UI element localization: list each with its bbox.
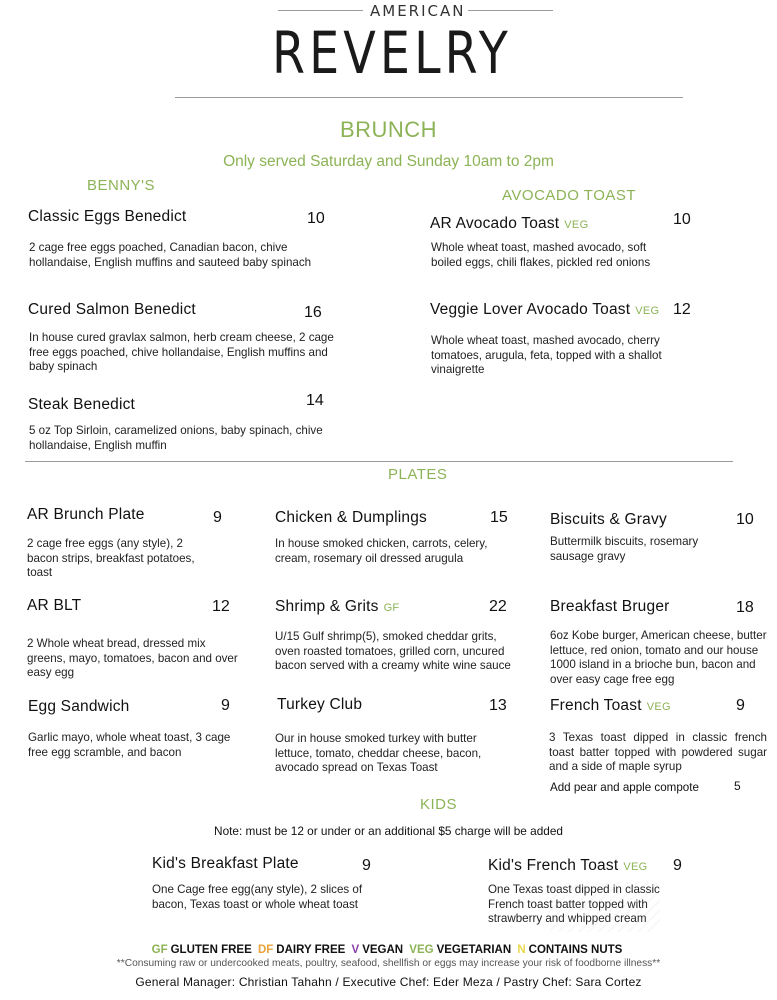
addon-text: Add pear and apple compote [550,781,699,794]
menu-item-desc: Whole wheat toast, mashed avocado, cherry tomatoes, arugula, feta, topped with a shallot vinaigrette [431,334,662,377]
gf-tag: GF [383,602,400,614]
served-note: Only served Saturday and Sunday 10am to 2pm [223,153,554,170]
menu-item-price: 9 [362,857,371,874]
menu-item-price: 12 [212,598,230,615]
menu-item-name-text: AR Avocado Toast [430,215,560,232]
menu-item-price: 12 [673,301,691,318]
menu-item-price: 22 [489,598,507,615]
menu-item-name: Steak Benedict [28,396,136,413]
menu-item-price: 9 [213,509,222,526]
section-kids: KIDS [420,796,458,813]
menu-item-desc: One Texas toast dipped in classic French toast batter topped with strawberry and whipped cream [488,883,660,926]
legend-df-label: DAIRY FREE [276,944,346,956]
legend-v-label: VEGAN [362,944,404,956]
menu-item-desc: In house smoked chicken, carrots, celery, cream, rosemary oil dressed arugula [275,537,488,565]
legend-veg-label: VEGETARIAN [436,944,512,956]
menu-item-desc: In house cured gravlax salmon, herb cream cheese, 2 cage free eggs poached, chive hollandaise, English muffins and baby spinach [29,331,334,374]
menu-item-name [488,857,647,875]
section-avocado-toast: AVOCADO TOAST [502,187,637,204]
menu-item-price: 14 [306,392,324,409]
menu-item-desc: One Cage free egg(any style), 2 slices of bacon, Texas toast or whole wheat toast [152,883,363,911]
menu-item-name: Cured Salmon Benedict [28,301,196,318]
menu-item-name: Chicken & Dumplings [275,509,427,526]
menu-item-name [430,215,588,233]
addon-price: 5 [734,779,741,793]
menu-item-desc: 5 oz Top Sirloin, caramelized onions, baby spinach, chive hollandaise, English muffin [29,424,323,452]
menu-item-name: Turkey Club [277,696,363,713]
menu-item-desc: Garlic mayo, whole wheat toast, 3 cage free egg scramble, and bacon [28,731,231,759]
legend-df-code: DF [257,944,274,956]
kids-note: Note: must be 12 or under or an additional $5 charge will be added [214,824,563,838]
header-divider [175,97,683,98]
menu-item-name [430,301,659,319]
menu-item-desc: Buttermilk biscuits, rosemary sausage gravy [550,535,699,563]
legend-gf-code: GF [151,944,168,956]
menu-item-desc: 6oz Kobe burger, American cheese, butter lettuce, red onion, tomato and our house 1000 island in a brioche bun, bacon and over easy cage free egg [550,629,767,686]
menu-item-price: 9 [221,697,230,714]
legend-nuts-label: CONTAINS NUTS [528,944,623,956]
veg-tag: VEG [623,861,648,873]
menu-item-desc: 3 Texas toast dipped in classic french toast batter topped with powdered sugar and a side of maple syrup [549,731,767,774]
menu-item-name: Kid's Breakfast Plate [152,855,299,872]
menu-item-name-text: Veggie Lover Avocado Toast [430,301,631,318]
legend-v-code: V [351,944,360,956]
logo-rule-left [278,10,363,11]
section-plates: PLATES [388,466,448,483]
menu-item-name: Breakfast Bruger [550,598,670,615]
menu-item-name-text: Kid's French Toast [488,857,619,874]
menu-item-desc: 2 cage free eggs poached, Canadian bacon, chive hollandaise, English muffins and sauteed baby spinach [29,241,312,269]
veg-tag: VEG [564,219,589,231]
legend-veg-code: VEG [409,944,434,956]
menu-item-desc: Our in house smoked turkey with butter lettuce, tomato, cheddar cheese, bacon, avocado spread on Texas Toast [275,732,482,775]
menu-item-desc: Whole wheat toast, mashed avocado, soft boiled eggs, chili flakes, pickled red onions [431,241,651,269]
logo-top-text: AMERICAN [370,2,466,20]
menu-item-name [550,697,671,715]
menu-title: BRUNCH [339,117,438,142]
menu-item-name: AR Brunch Plate [27,506,145,523]
plates-divider [25,461,733,462]
menu-item-price: 15 [490,509,508,526]
logo-rule-right [468,10,553,11]
staff-credits: General Manager: Christian Tahahn / Executive Chef: Eder Meza / Pastry Chef: Sara Cortez [135,975,642,989]
menu-item-price: 16 [304,304,322,321]
menu-item-price: 10 [673,211,691,228]
menu-item-name-text: Shrimp & Grits [275,598,379,615]
section-bennys: BENNY'S [87,177,156,194]
menu-item-price: 9 [673,857,682,874]
menu-item-name [275,598,399,616]
watermark-logo [548,882,660,932]
menu-item-desc: U/15 Gulf shrimp(5), smoked cheddar grits, oven roasted tomatoes, grilled corn, uncured bacon served with a creamy white wine sauce [275,630,511,673]
menu-item-name: Classic Eggs Benedict [28,208,187,225]
menu-item-price: 13 [489,697,507,714]
menu-item-name: AR BLT [27,597,82,614]
menu-item-price: 9 [736,697,745,714]
dietary-legend [0,944,777,956]
menu-item-price: 10 [736,511,754,528]
menu-item-price: 10 [307,210,325,227]
legend-gf-label: GLUTEN FREE [170,944,252,956]
menu-item-name: Biscuits & Gravy [550,511,667,528]
menu-item-name: Egg Sandwich [28,698,130,715]
legend-nuts-code: N [517,944,526,956]
veg-tag: VEG [635,305,660,317]
menu-item-name-text: French Toast [550,697,642,714]
veg-tag: VEG [646,701,671,713]
foodborne-disclaimer: **Consuming raw or undercooked meats, poultry, seafood, shellfish or eggs may increase your risk of foodborne illness** [116,958,661,969]
menu-item-desc: 2 cage free eggs (any style), 2 bacon strips, breakfast potatoes, toast [27,537,195,580]
logo-main-text: REVELRY [272,19,512,87]
menu-item-desc: 2 Whole wheat bread, dressed mix greens, mayo, tomatoes, bacon and over easy egg [27,637,238,680]
menu-item-price: 18 [736,599,754,616]
